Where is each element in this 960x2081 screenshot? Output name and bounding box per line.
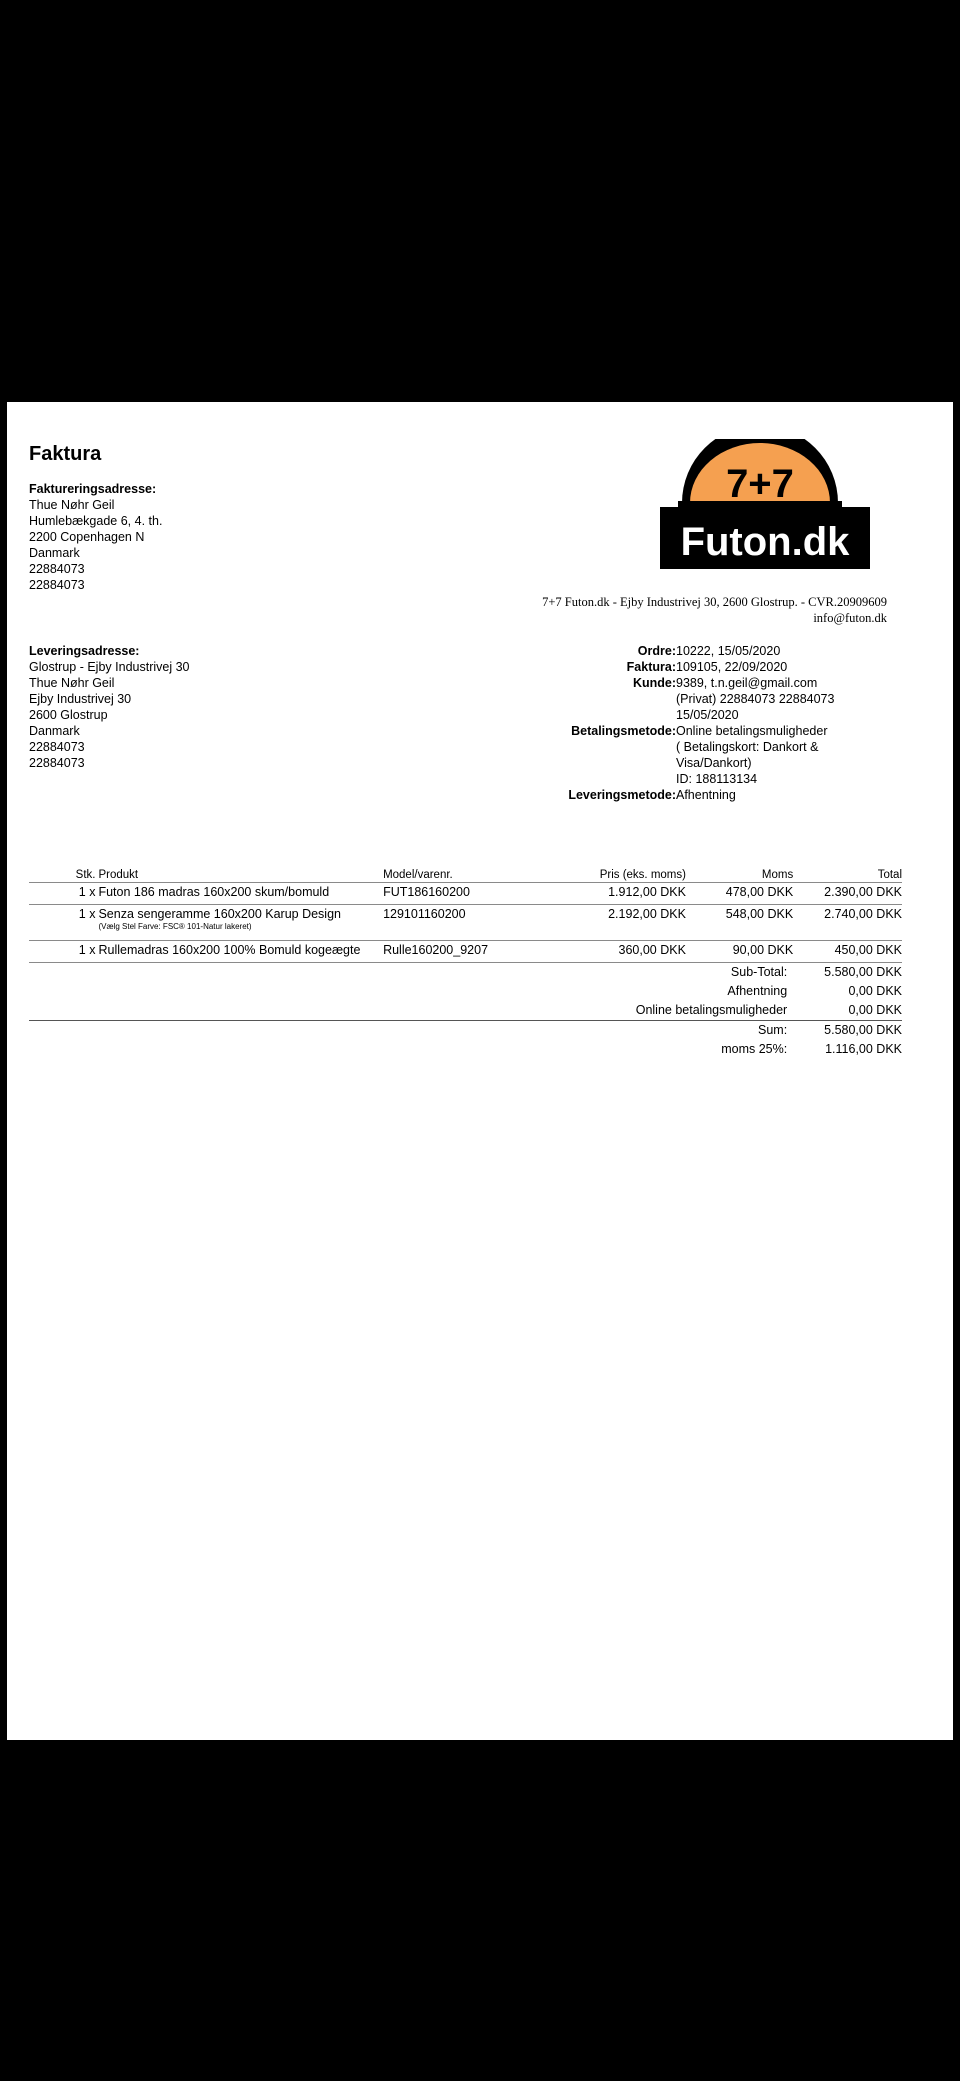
col-product: Produkt xyxy=(95,867,383,883)
shipping-line: 2600 Glostrup xyxy=(29,708,108,722)
product-option-note: (Vælg Stel Farve: FSC® 101-Natur lakeret) xyxy=(98,922,252,931)
shipping-line: Thue Nøhr Geil xyxy=(29,676,115,690)
col-price: Pris (eks. moms) xyxy=(531,867,686,883)
billing-line: Thue Nøhr Geil xyxy=(29,498,115,512)
col-qty: Stk. xyxy=(29,867,95,883)
invoice-page xyxy=(7,402,953,1740)
meta-delivery-method: Leveringsmetode: Afhentning xyxy=(568,788,736,802)
billing-line: Danmark xyxy=(29,546,80,560)
company-email: info@futon.dk xyxy=(813,611,887,625)
logo-top-text: 7+7 xyxy=(726,462,794,506)
table-row: 1 x Senza sengeramme 160x200 Karup Design (Vælg Stel Farve: FSC® 101-Natur lakeret) 129101160200 2.192,00 DKK 548,00 DKK 2.740,00 DKK xyxy=(29,905,902,941)
shipping-label: Leveringsadresse: xyxy=(29,644,140,658)
vat-row: moms 25%: 1.116,00 DKK xyxy=(721,1042,902,1056)
page-title: Faktura xyxy=(29,443,102,465)
billing-line: 2200 Copenhagen N xyxy=(29,530,145,544)
shipping-address xyxy=(29,643,190,771)
product-name: Senza sengeramme 160x200 Karup Design xyxy=(98,907,341,921)
meta-invoice: Faktura: 109105, 22/09/2020 xyxy=(626,660,788,674)
col-model: Model/varenr. xyxy=(383,867,531,883)
table-row: 1 x Rullemadras 160x200 100% Bomuld kogeægte Rulle160200_9207 360,00 DKK 90,00 DKK 450,00 DKK xyxy=(29,941,902,963)
table-row: 1 x Futon 186 madras 160x200 skum/bomuld FUT186160200 1.912,00 DKK 478,00 DKK 2.390,00 DKK xyxy=(29,883,902,905)
pickup-row: Afhentning 0,00 DKK xyxy=(727,984,902,998)
subtotal-row: Sub-Total: 5.580,00 DKK xyxy=(730,965,902,979)
shipping-line: Danmark xyxy=(29,724,80,738)
logo-bottom-text: Futon.dk xyxy=(680,520,850,564)
shipping-line: 22884073 xyxy=(29,756,85,770)
shipping-line: Glostrup - Ejby Industrivej 30 xyxy=(29,660,190,674)
col-total: Total xyxy=(793,867,902,883)
col-vat: Moms xyxy=(686,867,793,883)
shipping-line: Ejby Industrivej 30 xyxy=(29,692,132,706)
billing-address xyxy=(29,481,162,593)
billing-label: Faktureringsadresse: xyxy=(29,482,157,496)
meta-customer: Kunde: 9389, t.n.geil@gmail.com (Privat) 22884073 22884073 15/05/2020 xyxy=(632,676,835,722)
meta-payment-method: Betalingsmetode: Online betalingsmuligheder ( Betalingskort: Dankort & Visa/Dankort) ID: 188113134 xyxy=(571,724,828,786)
payment-fee-row: Online betalingsmuligheder 0,00 DKK xyxy=(29,1001,902,1021)
sum-row: Sum: 5.580,00 DKK xyxy=(758,1023,902,1037)
line-items-table xyxy=(29,867,902,1059)
company-address: 7+7 Futon.dk - Ejby Industrivej 30, 2600 Glostrup. - CVR.20909609 xyxy=(542,595,887,609)
order-meta xyxy=(427,643,877,803)
billing-line: 22884073 xyxy=(29,578,85,592)
billing-line: Humlebækgade 6, 4. th. xyxy=(29,514,163,528)
shipping-line: 22884073 xyxy=(29,740,85,754)
meta-order: Ordre: 10222, 15/05/2020 xyxy=(637,644,781,658)
futon-logo xyxy=(660,439,878,575)
billing-line: 22884073 xyxy=(29,562,85,576)
table-header xyxy=(29,867,902,883)
company-info xyxy=(542,594,887,626)
